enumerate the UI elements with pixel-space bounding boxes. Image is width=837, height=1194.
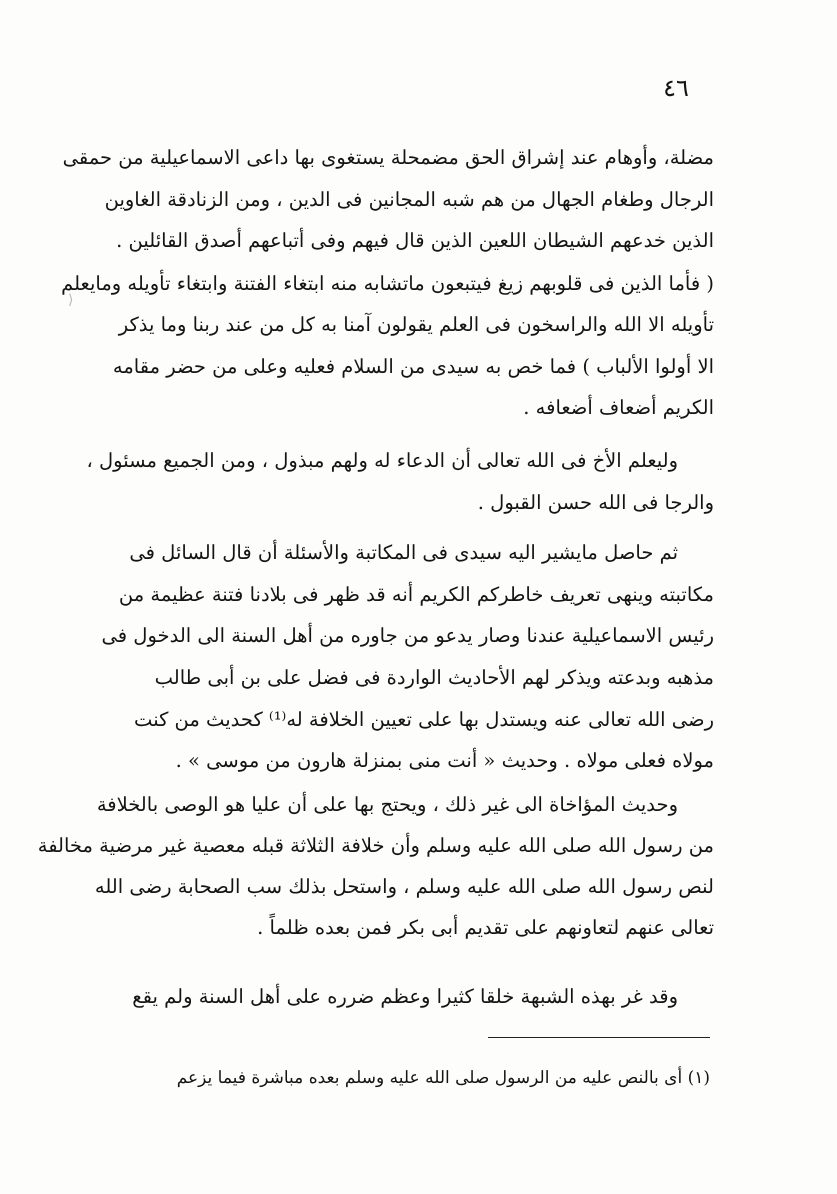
text-line-4: ( فأما الذين فى قلوبهم زيغ فيتبعون ماتشابه منه ابتغاء الفتنة وابتغاء تأويله ومايعلم — [61, 272, 714, 295]
page-number: ٤٦ — [663, 74, 689, 102]
text-line-7: الكريم أضعاف أضعافه . — [523, 396, 714, 419]
text-line-14: رضى الله تعالى عنه ويستدل بها على تعيين الخلافة له⁽¹⁾ كحديث من كنت — [134, 708, 714, 731]
text-line-2: الرجال وطغام الجهال من هم شبه المجانين فى الدين ، ومن الزنادقة الغاوين — [104, 188, 714, 211]
text-line-3: الذين خدعهم الشيطان اللعين الذين قال فيهم وفى أتباعهم أصدق القائلين . — [116, 229, 714, 252]
text-line-16: وحديث المؤاخاة الى غير ذلك ، ويحتج بها على أن عليا هو الوصى بالخلافة — [96, 793, 678, 816]
text-line-10: ثم حاصل مايشير اليه سيدى فى المكاتبة والأسئلة أن قال السائل فى — [129, 541, 678, 564]
text-line-11: مكاتبته وينهى تعريف خاطركم الكريم أنه قد ظهر فى بلادنا فتنة عظيمة من — [118, 583, 714, 606]
text-line-17: من رسول الله صلى الله عليه وسلم وأن خلافة الثلاثة قبله معصية غير مرضية مخالفة — [37, 834, 714, 857]
text-line-5: تأويله الا الله والراسخون فى العلم يقولون آمنا به كل من عند ربنا وما يذكر — [118, 313, 714, 336]
text-line-20: وقد غر بهذه الشبهة خلقا كثيرا وعظم ضرره على أهل السنة ولم يقع — [132, 985, 678, 1008]
text-line-1: مضلة، وأوهام عند إشراق الحق مضمحلة يستغوى بها داعى الاسماعيلية من حمقى — [62, 146, 714, 169]
text-line-13: مذهبه وبدعته ويذكر لهم الأحاديث الواردة فى فضل على بن أبى طالب — [154, 666, 714, 689]
footnote-divider — [488, 1037, 710, 1038]
text-line-6: الا أولوا الألباب ) فما خص به سيدى من السلام فعليه وعلى من حضر مقامه — [112, 355, 714, 378]
footnote: (١) أى بالنص عليه من الرسول صلى الله عليه وسلم بعده مباشرة فيما يزعم — [176, 1068, 710, 1088]
margin-scan-mark: ⟩ — [68, 292, 74, 308]
text-line-9: والرجا فى الله حسن القبول . — [477, 491, 714, 514]
text-line-18: لنص رسول الله صلى الله عليه وسلم ، واستحل بذلك سب الصحابة رضى الله — [94, 875, 714, 898]
text-line-8: وليعلم الأخ فى الله تعالى أن الدعاء له ولهم مبذول ، ومن الجميع مسئول ، — [86, 449, 678, 472]
text-line-15: مولاه فعلى مولاه . وحديث « أنت منى بمنزلة هارون من موسى » . — [175, 749, 714, 772]
text-line-19: تعالى عنهم لتعاونهم على تقديم أبى بكر فمن بعده ظلماً . — [257, 916, 714, 939]
text-line-12: رئيس الاسماعيلية عندنا وصار يدعو من جاوره من أهل السنة الى الدخول فى — [101, 624, 714, 647]
